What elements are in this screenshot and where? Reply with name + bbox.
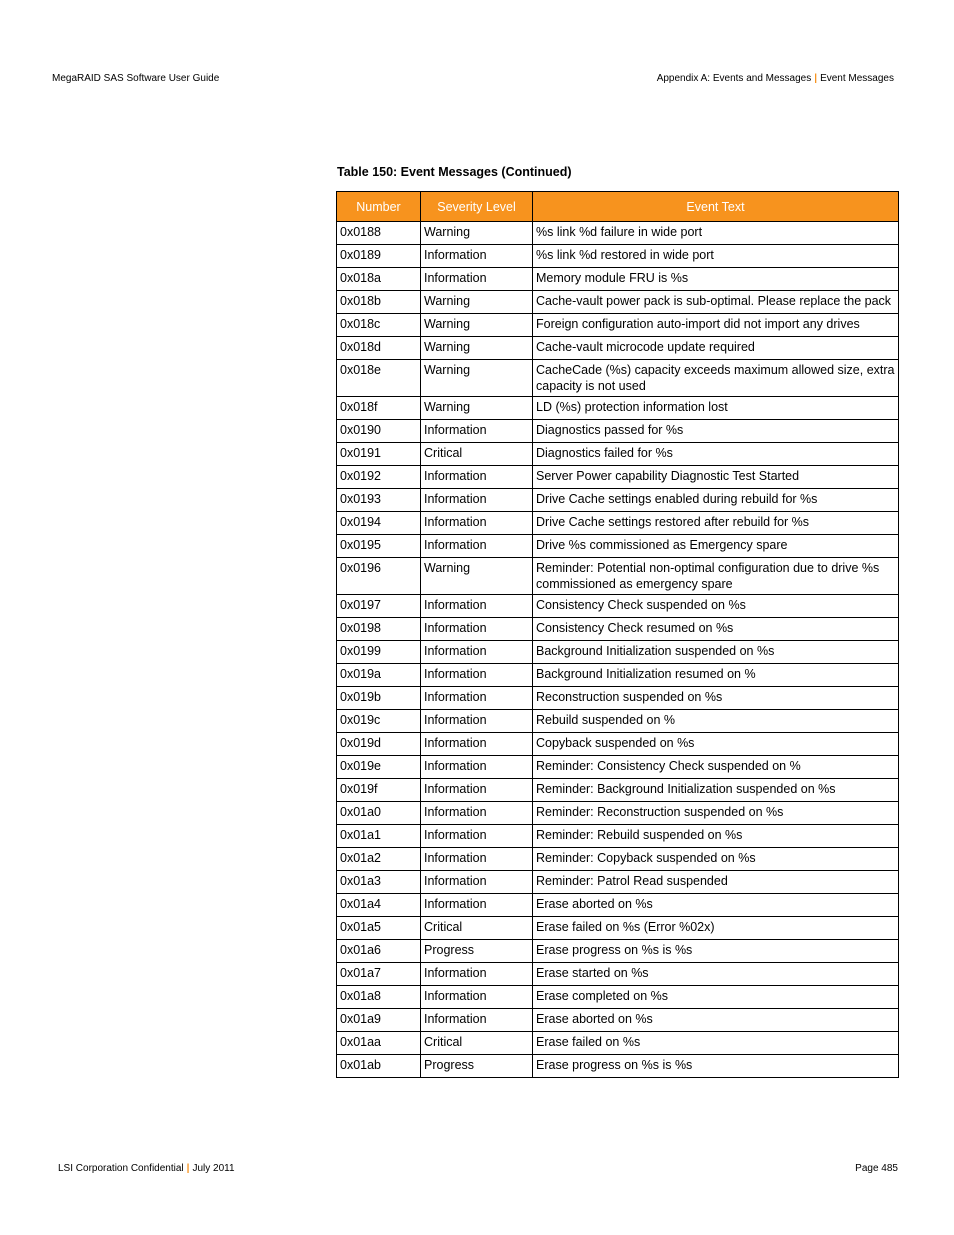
event-text-cell: Rebuild suspended on % — [533, 710, 899, 733]
severity-level-cell: Information — [421, 687, 533, 710]
severity-level-cell: Information — [421, 733, 533, 756]
table-body — [337, 222, 899, 1078]
event-text-cell: Cache-vault microcode update required — [533, 337, 899, 360]
event-text-cell: %s link %d restored in wide port — [533, 245, 899, 268]
event-text-cell: Erase failed on %s (Error %02x) — [533, 917, 899, 940]
table-row — [337, 779, 899, 802]
header-topic-label: Event Messages — [820, 73, 894, 84]
footer-separator: | — [186, 1163, 190, 1174]
severity-level-cell: Information — [421, 512, 533, 535]
column-header-severity: Severity Level — [421, 192, 533, 222]
table-row — [337, 1055, 899, 1078]
event-number-cell: 0x01a8 — [337, 986, 421, 1009]
event-text-cell: Drive Cache settings enabled during rebuild for %s — [533, 489, 899, 512]
table-row — [337, 512, 899, 535]
event-text-cell: Erase aborted on %s — [533, 894, 899, 917]
event-text-cell: Diagnostics passed for %s — [533, 420, 899, 443]
severity-level-cell: Warning — [421, 337, 533, 360]
footer-confidential-label: LSI Corporation Confidential — [58, 1163, 184, 1174]
table-row — [337, 268, 899, 291]
event-number-cell: 0x018e — [337, 360, 421, 397]
event-text-cell: %s link %d failure in wide port — [533, 222, 899, 245]
event-text-cell: Drive %s commissioned as Emergency spare — [533, 535, 899, 558]
event-number-cell: 0x01a4 — [337, 894, 421, 917]
event-text-cell: Foreign configuration auto-import did not import any drives — [533, 314, 899, 337]
table-row — [337, 466, 899, 489]
severity-level-cell: Critical — [421, 1032, 533, 1055]
event-number-cell: 0x0188 — [337, 222, 421, 245]
event-number-cell: 0x0199 — [337, 641, 421, 664]
header-section-label: Appendix A: Events and Messages — [656, 73, 812, 84]
severity-level-cell: Information — [421, 779, 533, 802]
event-text-cell: Reminder: Copyback suspended on %s — [533, 848, 899, 871]
header-separator: | — [814, 73, 818, 84]
severity-level-cell: Information — [421, 466, 533, 489]
severity-level-cell: Information — [421, 710, 533, 733]
event-text-cell: Reminder: Reconstruction suspended on %s — [533, 802, 899, 825]
footer-date: July 2011 — [192, 1163, 235, 1174]
event-text-cell: Erase progress on %s is %s — [533, 1055, 899, 1078]
severity-level-cell: Warning — [421, 360, 533, 397]
table-row — [337, 618, 899, 641]
table-row — [337, 1009, 899, 1032]
event-number-cell: 0x018f — [337, 397, 421, 420]
running-header-title: MegaRAID SAS Software User Guide — [52, 73, 220, 84]
event-number-cell: 0x01ab — [337, 1055, 421, 1078]
event-number-cell: 0x01aa — [337, 1032, 421, 1055]
event-number-cell: 0x018c — [337, 314, 421, 337]
event-messages-table — [336, 191, 899, 1078]
event-number-cell: 0x018a — [337, 268, 421, 291]
severity-level-cell: Information — [421, 245, 533, 268]
event-text-cell: Diagnostics failed for %s — [533, 443, 899, 466]
event-number-cell: 0x019e — [337, 756, 421, 779]
footer-left — [58, 1163, 235, 1174]
table-row — [337, 420, 899, 443]
event-text-cell: Drive Cache settings restored after rebuild for %s — [533, 512, 899, 535]
severity-level-cell: Critical — [421, 917, 533, 940]
severity-level-cell: Information — [421, 802, 533, 825]
severity-level-cell: Information — [421, 963, 533, 986]
running-header-section — [657, 73, 894, 84]
table-row — [337, 397, 899, 420]
table-row — [337, 871, 899, 894]
severity-level-cell: Information — [421, 756, 533, 779]
table-row — [337, 314, 899, 337]
event-number-cell: 0x01a2 — [337, 848, 421, 871]
table-row — [337, 291, 899, 314]
table-row — [337, 986, 899, 1009]
event-number-cell: 0x0196 — [337, 558, 421, 595]
event-text-cell: Erase started on %s — [533, 963, 899, 986]
event-number-cell: 0x0193 — [337, 489, 421, 512]
event-text-cell: Memory module FRU is %s — [533, 268, 899, 291]
table-row — [337, 595, 899, 618]
table-row — [337, 337, 899, 360]
column-header-number: Number — [337, 192, 421, 222]
event-number-cell: 0x019a — [337, 664, 421, 687]
table-row — [337, 710, 899, 733]
table-row — [337, 940, 899, 963]
column-header-event-text: Event Text — [533, 192, 899, 222]
event-text-cell: Copyback suspended on %s — [533, 733, 899, 756]
event-text-cell: Server Power capability Diagnostic Test Started — [533, 466, 899, 489]
event-number-cell: 0x01a0 — [337, 802, 421, 825]
table-row — [337, 535, 899, 558]
table-row — [337, 245, 899, 268]
table-row — [337, 733, 899, 756]
severity-level-cell: Progress — [421, 940, 533, 963]
severity-level-cell: Critical — [421, 443, 533, 466]
table-row — [337, 802, 899, 825]
table-row — [337, 756, 899, 779]
severity-level-cell: Warning — [421, 222, 533, 245]
event-number-cell: 0x01a3 — [337, 871, 421, 894]
table-row — [337, 825, 899, 848]
event-text-cell: Consistency Check suspended on %s — [533, 595, 899, 618]
severity-level-cell: Information — [421, 871, 533, 894]
event-number-cell: 0x018d — [337, 337, 421, 360]
table-row — [337, 558, 899, 595]
event-number-cell: 0x0198 — [337, 618, 421, 641]
event-number-cell: 0x01a7 — [337, 963, 421, 986]
table-header-row — [337, 192, 899, 222]
event-text-cell: Erase failed on %s — [533, 1032, 899, 1055]
severity-level-cell: Information — [421, 894, 533, 917]
table-caption: Table 150: Event Messages (Continued) — [337, 165, 572, 179]
severity-level-cell: Information — [421, 641, 533, 664]
severity-level-cell: Information — [421, 618, 533, 641]
severity-level-cell: Information — [421, 535, 533, 558]
table-row — [337, 360, 899, 397]
table-row — [337, 489, 899, 512]
severity-level-cell: Information — [421, 664, 533, 687]
event-number-cell: 0x019d — [337, 733, 421, 756]
severity-level-cell: Information — [421, 268, 533, 291]
event-text-cell: CacheCade (%s) capacity exceeds maximum allowed size, extra capacity is not used — [533, 360, 899, 397]
table-row — [337, 687, 899, 710]
event-number-cell: 0x01a6 — [337, 940, 421, 963]
severity-level-cell: Information — [421, 595, 533, 618]
event-text-cell: Reconstruction suspended on %s — [533, 687, 899, 710]
page-number: Page 485 — [855, 1163, 898, 1174]
event-number-cell: 0x019b — [337, 687, 421, 710]
table-row — [337, 641, 899, 664]
severity-level-cell: Information — [421, 1009, 533, 1032]
table-row — [337, 917, 899, 940]
severity-level-cell: Warning — [421, 558, 533, 595]
table-row — [337, 894, 899, 917]
table-row — [337, 1032, 899, 1055]
event-text-cell: Erase progress on %s is %s — [533, 940, 899, 963]
event-number-cell: 0x01a5 — [337, 917, 421, 940]
event-number-cell: 0x0197 — [337, 595, 421, 618]
severity-level-cell: Warning — [421, 314, 533, 337]
table-row — [337, 848, 899, 871]
event-number-cell: 0x019c — [337, 710, 421, 733]
severity-level-cell: Progress — [421, 1055, 533, 1078]
table-row — [337, 222, 899, 245]
event-number-cell: 0x01a1 — [337, 825, 421, 848]
event-text-cell: Cache-vault power pack is sub-optimal. Please replace the pack — [533, 291, 899, 314]
event-text-cell: Reminder: Patrol Read suspended — [533, 871, 899, 894]
event-number-cell: 0x0189 — [337, 245, 421, 268]
event-number-cell: 0x0194 — [337, 512, 421, 535]
event-number-cell: 0x0191 — [337, 443, 421, 466]
event-text-cell: Reminder: Potential non-optimal configuration due to drive %s commissioned as emergency spare — [533, 558, 899, 595]
table-row — [337, 963, 899, 986]
event-text-cell: Reminder: Rebuild suspended on %s — [533, 825, 899, 848]
event-text-cell: Erase completed on %s — [533, 986, 899, 1009]
table-row — [337, 443, 899, 466]
event-number-cell: 0x019f — [337, 779, 421, 802]
event-text-cell: Background Initialization resumed on % — [533, 664, 899, 687]
event-text-cell: Reminder: Background Initialization suspended on %s — [533, 779, 899, 802]
event-text-cell: Erase aborted on %s — [533, 1009, 899, 1032]
event-number-cell: 0x0190 — [337, 420, 421, 443]
event-number-cell: 0x0195 — [337, 535, 421, 558]
severity-level-cell: Information — [421, 825, 533, 848]
event-text-cell: Reminder: Consistency Check suspended on % — [533, 756, 899, 779]
severity-level-cell: Information — [421, 489, 533, 512]
event-text-cell: Consistency Check resumed on %s — [533, 618, 899, 641]
event-number-cell: 0x0192 — [337, 466, 421, 489]
severity-level-cell: Warning — [421, 291, 533, 314]
table-row — [337, 664, 899, 687]
severity-level-cell: Information — [421, 986, 533, 1009]
event-number-cell: 0x018b — [337, 291, 421, 314]
event-text-cell: LD (%s) protection information lost — [533, 397, 899, 420]
severity-level-cell: Information — [421, 848, 533, 871]
event-number-cell: 0x01a9 — [337, 1009, 421, 1032]
event-text-cell: Background Initialization suspended on %s — [533, 641, 899, 664]
table-header — [337, 192, 899, 222]
severity-level-cell: Warning — [421, 397, 533, 420]
severity-level-cell: Information — [421, 420, 533, 443]
